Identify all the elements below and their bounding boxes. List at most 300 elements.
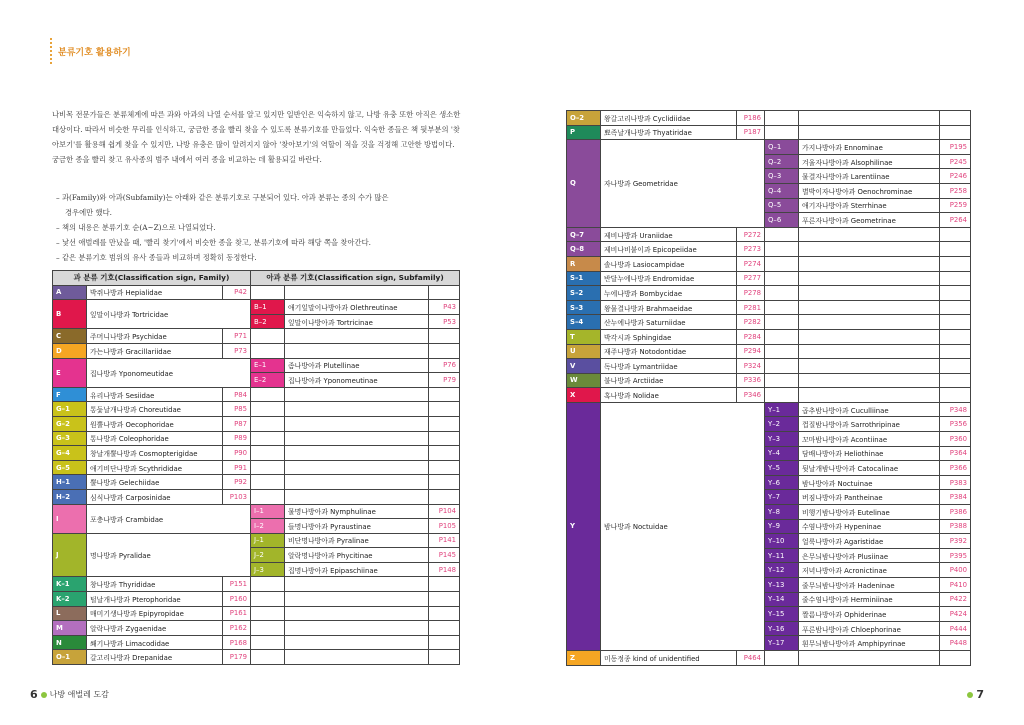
family-name: 왕물결나방과 Brahmaeidae — [601, 300, 737, 315]
family-row — [53, 606, 460, 621]
family-row — [53, 387, 460, 402]
family-page: P464 — [737, 650, 765, 665]
family-code: X — [567, 388, 601, 403]
empty-subfamily-name — [285, 431, 429, 446]
empty-subfamily-page — [429, 577, 460, 592]
family-code: K–1 — [53, 577, 87, 592]
subfamily-name: 애기자나방아과 Sterrhinae — [799, 198, 940, 213]
family-name: 왕갈고리나방과 Cyclidiidae — [601, 111, 737, 126]
empty-subfamily-page — [429, 402, 460, 417]
family-name: 자나방과 Geometridae — [601, 140, 765, 228]
empty-subfamily-page — [429, 635, 460, 650]
subfamily-name: 가지나방아과 Ennominae — [799, 140, 940, 155]
family-classification-table-right — [566, 110, 971, 666]
empty-subfamily-page — [429, 475, 460, 490]
family-name: 창날개뿔나방과 Cosmopterigidae — [87, 446, 223, 461]
empty-subfamily-page — [429, 431, 460, 446]
family-row — [567, 256, 971, 271]
subfamily-name: 뒷날개밤나방아과 Catocalinae — [799, 461, 940, 476]
empty-subfamily-name — [285, 489, 429, 504]
family-row — [567, 227, 971, 242]
empty-subfamily-code — [251, 431, 285, 446]
empty-subfamily-page — [940, 111, 971, 126]
family-code: Q–7 — [567, 227, 601, 242]
empty-subfamily-code — [251, 650, 285, 665]
bullet-item: – 낯선 애벌레를 만났을 때, '빨리 찾기'에서 비슷한 종을 찾고, 분류기호에 따라 해당 쪽을 찾아간다. — [56, 238, 371, 247]
family-row — [567, 359, 971, 374]
family-name: 잎말이나방과 Tortricidae — [87, 300, 251, 329]
family-row — [53, 635, 460, 650]
bullet-item: – 책의 내용은 분류기호 순(A~Z)으로 나열되었다. — [56, 223, 216, 232]
empty-subfamily-page — [940, 286, 971, 301]
empty-subfamily-code — [765, 271, 799, 286]
family-row — [53, 431, 460, 446]
subfamily-page: P392 — [940, 534, 971, 549]
family-code: E — [53, 358, 87, 387]
family-code: Q — [567, 140, 601, 228]
family-name: 명나방과 Pyralidae — [87, 533, 251, 577]
subfamily-page: P348 — [940, 402, 971, 417]
family-row — [53, 300, 460, 315]
empty-subfamily-name — [285, 416, 429, 431]
family-name: 알락나방과 Zygaenidae — [87, 621, 223, 636]
family-page: P151 — [223, 577, 251, 592]
family-code: A — [53, 285, 87, 300]
empty-subfamily-page — [940, 388, 971, 403]
subfamily-name: 푸른자나방아과 Geometrinae — [799, 213, 940, 228]
family-name: 심식나방과 Carposinidae — [87, 489, 223, 504]
family-row — [53, 489, 460, 504]
subfamily-code: Y–3 — [765, 432, 799, 447]
subfamily-code: Y–7 — [765, 490, 799, 505]
family-name: 애기비단나방과 Scythrididae — [87, 460, 223, 475]
family-row — [53, 402, 460, 417]
empty-subfamily-code — [251, 577, 285, 592]
family-page: P91 — [223, 460, 251, 475]
empty-subfamily-name — [799, 650, 940, 665]
subfamily-code: Y–8 — [765, 505, 799, 520]
empty-subfamily-name — [285, 285, 429, 300]
subfamily-code: Y–11 — [765, 548, 799, 563]
subfamily-code: J–1 — [251, 533, 285, 548]
subfamily-code: B–2 — [251, 314, 285, 329]
subfamily-name: 좀나방아과 Plutellinae — [285, 358, 429, 373]
empty-subfamily-page — [940, 329, 971, 344]
subfamily-code: Y–10 — [765, 534, 799, 549]
empty-subfamily-page — [940, 300, 971, 315]
family-name: 밤나방과 Noctuidae — [601, 402, 765, 650]
family-page: P161 — [223, 606, 251, 621]
subfamily-code: Y–5 — [765, 461, 799, 476]
subfamily-page: P444 — [940, 621, 971, 636]
subfamily-code: I–2 — [251, 519, 285, 534]
empty-subfamily-name — [799, 227, 940, 242]
family-code: G–5 — [53, 460, 87, 475]
subfamily-code: Y–12 — [765, 563, 799, 578]
family-row — [567, 402, 971, 417]
subfamily-code: Y–17 — [765, 636, 799, 651]
family-row — [53, 504, 460, 519]
subfamily-code: J–2 — [251, 548, 285, 563]
subfamily-code: B–1 — [251, 300, 285, 315]
family-name: 혹나방과 Nolidae — [601, 388, 737, 403]
empty-subfamily-page — [429, 285, 460, 300]
empty-subfamily-code — [765, 388, 799, 403]
subfamily-name: 푸른밤나방아과 Chloephorinae — [799, 621, 940, 636]
empty-subfamily-code — [765, 111, 799, 126]
family-row — [53, 285, 460, 300]
family-code: P — [567, 125, 601, 140]
empty-subfamily-name — [799, 256, 940, 271]
family-page: P179 — [223, 650, 251, 665]
family-name: 뿔나방과 Gelechiidae — [87, 475, 223, 490]
empty-subfamily-name — [799, 329, 940, 344]
subfamily-page: P246 — [940, 169, 971, 184]
empty-subfamily-code — [251, 592, 285, 607]
bullet-item: – 과(Family)와 아과(Subfamily)는 아래와 같은 분류기호로 구분되어 있다. 아과 분류는 종의 수가 많은 — [56, 193, 389, 202]
family-name: 제비나비붙이과 Epicopeiidae — [601, 242, 737, 257]
family-row — [53, 460, 460, 475]
family-row — [53, 475, 460, 490]
family-row — [567, 271, 971, 286]
family-page: P89 — [223, 431, 251, 446]
subfamily-page: P104 — [429, 504, 460, 519]
empty-subfamily-name — [799, 373, 940, 388]
subfamily-page: P410 — [940, 578, 971, 593]
family-name: 불나방과 Arctiidae — [601, 373, 737, 388]
subfamily-page: P364 — [940, 446, 971, 461]
subfamily-page: P53 — [429, 314, 460, 329]
empty-subfamily-page — [429, 343, 460, 358]
family-code: V — [567, 359, 601, 374]
subfamily-code: E–2 — [251, 373, 285, 388]
empty-subfamily-name — [285, 343, 429, 358]
subfamily-name: 꼬마밤나방아과 Acontiinae — [799, 432, 940, 447]
family-name: 갈고리나방과 Drepanidae — [87, 650, 223, 665]
subfamily-page: P79 — [429, 373, 460, 388]
family-row — [53, 446, 460, 461]
family-code: N — [53, 635, 87, 650]
family-page: P42 — [223, 285, 251, 300]
empty-subfamily-name — [799, 359, 940, 374]
bullet-item: – 같은 분류기호 범위의 유사 종들과 비교하며 정확히 동정한다. — [56, 253, 257, 262]
family-code: O–1 — [53, 650, 87, 665]
subfamily-name: 담배나방아과 Heliothinae — [799, 446, 940, 461]
empty-subfamily-page — [940, 315, 971, 330]
family-name: 창나방과 Thyrididae — [87, 577, 223, 592]
family-row — [567, 111, 971, 126]
subfamily-code: I–1 — [251, 504, 285, 519]
empty-subfamily-page — [429, 650, 460, 665]
family-page: P281 — [737, 300, 765, 315]
subfamily-page: P76 — [429, 358, 460, 373]
footer-left — [30, 688, 109, 701]
subfamily-name: 집나방아과 Yponomeutinae — [285, 373, 429, 388]
section-title: 분류기호 활용하기 — [50, 38, 131, 64]
empty-subfamily-name — [799, 286, 940, 301]
empty-subfamily-page — [940, 344, 971, 359]
empty-subfamily-code — [765, 373, 799, 388]
empty-subfamily-name — [285, 592, 429, 607]
family-row — [567, 242, 971, 257]
family-code: S–3 — [567, 300, 601, 315]
family-name: 털날개나방과 Pterophoridae — [87, 592, 223, 607]
subfamily-name: 겨울자나방아과 Alsophilinae — [799, 154, 940, 169]
empty-subfamily-page — [940, 227, 971, 242]
subfamily-page: P264 — [940, 213, 971, 228]
family-name: 뾰족날개나방과 Thyatiridae — [601, 125, 737, 140]
empty-subfamily-page — [940, 359, 971, 374]
family-name: 매미기생나방과 Epipyropidae — [87, 606, 223, 621]
family-code: S–4 — [567, 315, 601, 330]
subfamily-code: Q–3 — [765, 169, 799, 184]
subfamily-page: P245 — [940, 154, 971, 169]
empty-subfamily-page — [429, 329, 460, 344]
empty-subfamily-code — [251, 621, 285, 636]
empty-subfamily-code — [251, 387, 285, 402]
family-page: P85 — [223, 402, 251, 417]
family-row — [567, 373, 971, 388]
family-page: P92 — [223, 475, 251, 490]
family-page: P278 — [737, 286, 765, 301]
empty-subfamily-code — [251, 402, 285, 417]
family-page: P277 — [737, 271, 765, 286]
intro-paragraph: 나비목 전문가들은 분류체계에 따른 과와 아과의 나열 순서를 알고 있지만 일반인은 익숙하지 않고, 나방 유충 또한 아직은 생소한 대상이다. 따라서 비슷한 무리를 인식하고, 궁금한 종을 빨리 찾을 수 있도록 분류기호를 만들었다. 익숙한 종들은 책 뒷부분의 '찾아보기'를 활용해 쉽게 찾을 수 있지만, 나방 유충은 많이 알려지지 않아 '찾아보기'의 역할이 적을 것을 걱정해 고안한 방법이다. 궁금한 종을 빨리 찾고 유사종의 범주 내에서 여러 종을 비교하는 데 활용되길 바란다. — [52, 110, 461, 164]
subfamily-name: 알락명나방아과 Phycitinae — [285, 548, 429, 563]
bullet-list — [56, 190, 466, 265]
empty-subfamily-code — [765, 227, 799, 242]
empty-subfamily-code — [251, 489, 285, 504]
subfamily-code: Y–6 — [765, 475, 799, 490]
subfamily-code: Q–2 — [765, 154, 799, 169]
subfamily-code: Y–16 — [765, 621, 799, 636]
empty-subfamily-name — [285, 329, 429, 344]
family-page: P84 — [223, 387, 251, 402]
family-name: 제비나방과 Uraniidae — [601, 227, 737, 242]
subfamily-code: Q–5 — [765, 198, 799, 213]
family-code: Y — [567, 402, 601, 650]
empty-subfamily-page — [429, 489, 460, 504]
empty-subfamily-code — [765, 359, 799, 374]
family-row — [53, 329, 460, 344]
empty-subfamily-name — [799, 242, 940, 257]
subfamily-name: 수염나방아과 Hypeninae — [799, 519, 940, 534]
bullet-dot-icon — [967, 692, 973, 698]
family-row — [53, 650, 460, 665]
family-name: 독나방과 Lymantriidae — [601, 359, 737, 374]
subfamily-name: 물결자나방아과 Larentiinae — [799, 169, 940, 184]
family-row — [567, 388, 971, 403]
subfamily-code: E–1 — [251, 358, 285, 373]
subfamily-name: 밤나방아과 Noctuinae — [799, 475, 940, 490]
empty-subfamily-name — [799, 125, 940, 140]
empty-subfamily-code — [765, 315, 799, 330]
family-page: P87 — [223, 416, 251, 431]
family-name: 통나방과 Coleophoridae — [87, 431, 223, 446]
empty-subfamily-page — [429, 606, 460, 621]
family-name: 통돛날개나방과 Choreutidae — [87, 402, 223, 417]
empty-subfamily-code — [251, 343, 285, 358]
empty-subfamily-page — [940, 373, 971, 388]
family-name: 박쥐나방과 Hepialidae — [87, 285, 223, 300]
subfamily-code: Y–9 — [765, 519, 799, 534]
subfamily-name: 들명나방아과 Pyraustinae — [285, 519, 429, 534]
family-code: G–2 — [53, 416, 87, 431]
family-name: 집나방과 Yponomeutidae — [87, 358, 251, 387]
family-code: D — [53, 343, 87, 358]
family-page: P282 — [737, 315, 765, 330]
family-page: P272 — [737, 227, 765, 242]
empty-subfamily-name — [799, 111, 940, 126]
family-row — [567, 650, 971, 665]
subfamily-name: 줄수염나방아과 Herminiinae — [799, 592, 940, 607]
family-code: M — [53, 621, 87, 636]
empty-subfamily-name — [285, 635, 429, 650]
empty-subfamily-code — [765, 650, 799, 665]
family-code: Q–8 — [567, 242, 601, 257]
family-code: F — [53, 387, 87, 402]
empty-subfamily-code — [251, 416, 285, 431]
family-page: P346 — [737, 388, 765, 403]
footer-right — [967, 688, 984, 701]
left-page-number: 6 — [30, 688, 38, 701]
subfamily-code: Y–2 — [765, 417, 799, 432]
family-page: P324 — [737, 359, 765, 374]
family-code: G–3 — [53, 431, 87, 446]
right-page-number: 7 — [976, 688, 984, 701]
family-page: P71 — [223, 329, 251, 344]
subfamily-page: P195 — [940, 140, 971, 155]
family-row — [567, 329, 971, 344]
subfamily-page: P366 — [940, 461, 971, 476]
family-code: T — [567, 329, 601, 344]
family-code: B — [53, 300, 87, 329]
empty-subfamily-page — [429, 387, 460, 402]
family-code: S–1 — [567, 271, 601, 286]
family-page: P284 — [737, 329, 765, 344]
subfamily-page: P388 — [940, 519, 971, 534]
subfamily-name: 물명나방아과 Nymphulinae — [285, 504, 429, 519]
subfamily-page: P424 — [940, 607, 971, 622]
empty-subfamily-name — [285, 446, 429, 461]
empty-subfamily-code — [765, 242, 799, 257]
family-row — [53, 358, 460, 373]
subfamily-code: Q–1 — [765, 140, 799, 155]
family-code: S–2 — [567, 286, 601, 301]
intro-text — [52, 107, 462, 170]
empty-subfamily-name — [285, 606, 429, 621]
subfamily-name: 줄무늬밤나방아과 Hadeninae — [799, 578, 940, 593]
empty-subfamily-code — [251, 460, 285, 475]
family-page: P187 — [737, 125, 765, 140]
subfamily-code: Y–4 — [765, 446, 799, 461]
book-title: 나방 애벌레 도감 — [49, 690, 109, 699]
family-name: 유리나방과 Sesiidae — [87, 387, 223, 402]
empty-subfamily-code — [765, 344, 799, 359]
family-page: P90 — [223, 446, 251, 461]
empty-subfamily-code — [765, 329, 799, 344]
empty-subfamily-page — [940, 256, 971, 271]
empty-subfamily-name — [799, 388, 940, 403]
family-code: H–1 — [53, 475, 87, 490]
family-page: P160 — [223, 592, 251, 607]
subfamily-page: P384 — [940, 490, 971, 505]
empty-subfamily-page — [429, 416, 460, 431]
subfamily-page: P395 — [940, 548, 971, 563]
empty-subfamily-name — [799, 344, 940, 359]
empty-subfamily-code — [251, 329, 285, 344]
subfamily-page: P400 — [940, 563, 971, 578]
family-name: 포충나방과 Crambidae — [87, 504, 251, 533]
family-classification-table-left — [52, 270, 460, 665]
family-name: 원뿔나방과 Oecophoridae — [87, 416, 223, 431]
family-row — [567, 140, 971, 155]
empty-subfamily-code — [251, 475, 285, 490]
bullet-item-continued: 경우에만 했다. — [65, 208, 112, 217]
subfamily-page: P105 — [429, 519, 460, 534]
empty-subfamily-page — [940, 271, 971, 286]
subfamily-page: P141 — [429, 533, 460, 548]
subfamily-name: 흰무늬밤나방아과 Amphipyrinae — [799, 636, 940, 651]
family-name: 반달누에나방과 Endromidae — [601, 271, 737, 286]
empty-subfamily-code — [251, 285, 285, 300]
family-name: 미동정종 kind of unidentified — [601, 650, 737, 665]
empty-subfamily-code — [765, 125, 799, 140]
empty-subfamily-page — [429, 621, 460, 636]
empty-subfamily-name — [285, 387, 429, 402]
empty-subfamily-code — [765, 286, 799, 301]
family-page: P274 — [737, 256, 765, 271]
family-name: 누에나방과 Bombycidae — [601, 286, 737, 301]
family-code: R — [567, 256, 601, 271]
subfamily-page: P148 — [429, 562, 460, 577]
empty-subfamily-name — [799, 300, 940, 315]
family-page: P273 — [737, 242, 765, 257]
empty-subfamily-name — [285, 621, 429, 636]
family-page: P336 — [737, 373, 765, 388]
subfamily-header: 아과 분류 기호(Classification sign, Subfamily) — [251, 271, 460, 286]
empty-subfamily-name — [799, 271, 940, 286]
family-code: K–2 — [53, 592, 87, 607]
family-header: 과 분류 기호(Classification sign, Family) — [53, 271, 251, 286]
family-row — [567, 315, 971, 330]
family-code: C — [53, 329, 87, 344]
family-row — [567, 125, 971, 140]
family-page: P103 — [223, 489, 251, 504]
family-code: Z — [567, 650, 601, 665]
family-code: I — [53, 504, 87, 533]
subfamily-page: P258 — [940, 183, 971, 198]
subfamily-name: 버짐나방아과 Pantheinae — [799, 490, 940, 505]
family-name: 재주나방과 Notodontidae — [601, 344, 737, 359]
subfamily-code: J–3 — [251, 562, 285, 577]
subfamily-code: Y–13 — [765, 578, 799, 593]
empty-subfamily-name — [285, 460, 429, 475]
family-row — [53, 533, 460, 548]
empty-subfamily-code — [251, 606, 285, 621]
subfamily-name: 애기잎말이나방아과 Olethreutinae — [285, 300, 429, 315]
family-row — [53, 343, 460, 358]
family-row — [567, 300, 971, 315]
subfamily-name: 얼룩나방아과 Agaristidae — [799, 534, 940, 549]
family-page: P168 — [223, 635, 251, 650]
subfamily-name: 곱추밤나방아과 Cuculliinae — [799, 402, 940, 417]
empty-subfamily-name — [285, 577, 429, 592]
empty-subfamily-page — [429, 592, 460, 607]
subfamily-page: P448 — [940, 636, 971, 651]
empty-subfamily-page — [940, 242, 971, 257]
subfamily-page: P386 — [940, 505, 971, 520]
